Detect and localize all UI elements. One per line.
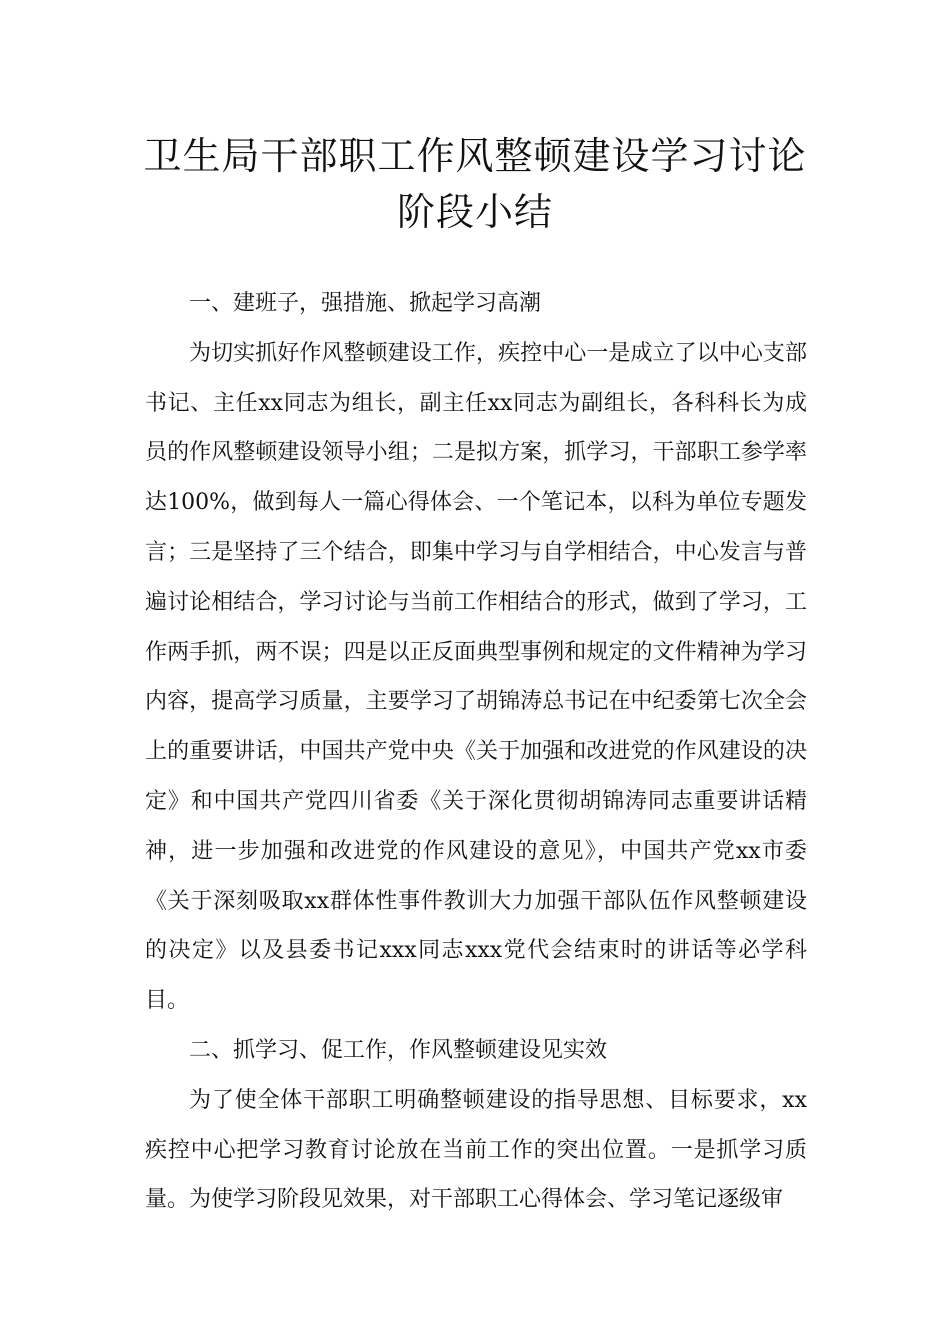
- title-line-1: 卫生局干部职工作风整顿建设学习讨论: [143, 134, 807, 178]
- section-1-heading: 一、建班子，强措施、掀起学习高潮: [189, 291, 542, 316]
- title-line-2: 阶段小结: [396, 190, 553, 234]
- document-title: [120, 128, 830, 240]
- document-body: [145, 279, 807, 1225]
- section-1-paragraph: 为切实抓好作风整顿建设工作，疾控中心一是成立了以中心支部书记、主任xx同志为组长，副主任xx同志为副组长，各科科长为成员的作风整顿建设领导小组；二是拟方案，抓学习，干部职工参学率达100%，做到每人一篇心得体会、一个笔记本，以科为单位专题发言；三是坚持了三个结合，即集中学习与自学相结合，中心发言与普遍讨论相结合，学习讨论与当前工作相结合的形式，做到了学习，工作两手抓，两不误；四是以正反面典型事例和规定的文件精神为学习内容，提高学习质量，主要学习了胡锦涛总书记在中纪委第七次全会上的重要讲话，中国共产党中央《关于加强和改进党的作风建设的决定》和中国共产党四川省委《关于深化贯彻胡锦涛同志重要讲话精神，进一步加强和改进党的作风建设的意见》，中国共产党xx市委《关于深刻吸取xx群体性事件教训大力加强干部队伍作风整顿建设的决定》以及县委书记xxx同志xxx党代会结束时的讲话等必学科目。: [145, 340, 807, 1014]
- section-2-heading: 二、抓学习、促工作，作风整顿建设见实效: [189, 1037, 608, 1063]
- section-2-paragraph: 为了使全体干部职工明确整顿建设的指导思想、目标要求，xx疾控中心把学习教育讨论放在当前工作的突出位置。一是抓学习质量。为使学习阶段见效果，对干部职工心得体会、学习笔记逐级审: [145, 1087, 807, 1213]
